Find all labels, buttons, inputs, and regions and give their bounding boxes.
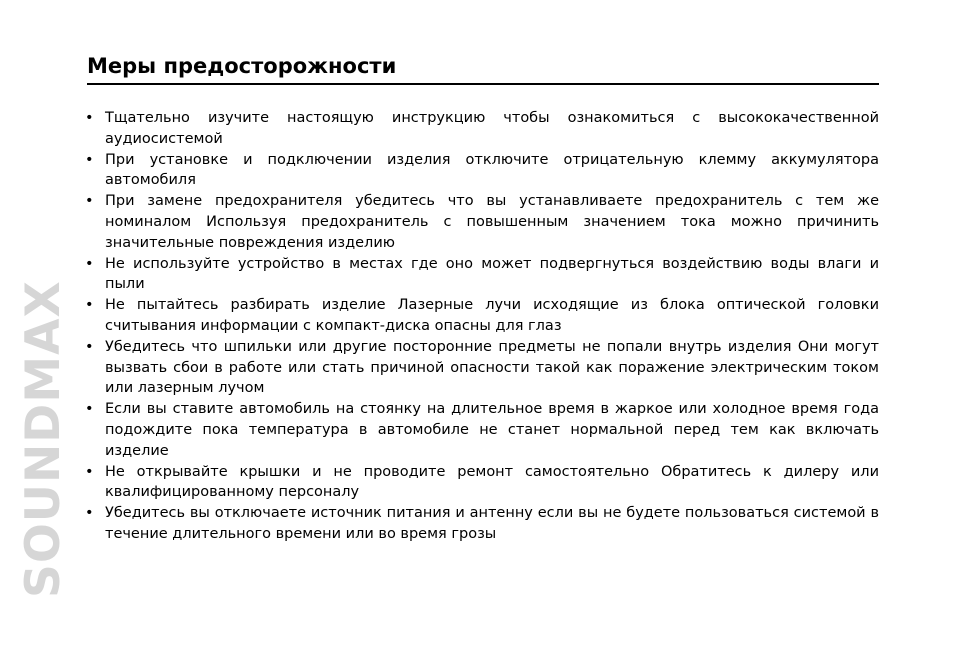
precaution-text: При замене предохранителя убедитесь что вы устанавливаете предохранитель с тем же номиналом Используя предохранитель с повышенным значением тока можно причинить значительные повреждения изделию xyxy=(105,193,879,251)
precaution-text: Не используйте устройство в местах где оно может подвергнуться воздействию воды влаги и пыли xyxy=(105,255,879,293)
precautions-list xyxy=(84,108,879,545)
bullet-icon: • xyxy=(85,151,94,168)
bullet-icon: • xyxy=(85,505,94,522)
list-item xyxy=(84,191,879,253)
list-item xyxy=(84,399,879,461)
precaution-text: Убедитесь вы отключаете источник питания и антенну если вы не будете пользоваться системой в течение длительного времени или во время грозы xyxy=(105,505,879,542)
bullet-icon: • xyxy=(85,193,94,210)
bullet-icon: • xyxy=(85,463,94,480)
list-item xyxy=(84,462,879,504)
brand-logo-watermark: SOUNDMAX xyxy=(16,280,71,598)
list-item xyxy=(84,254,879,296)
precaution-text: Не открывайте крышки и не проводите ремонт самостоятельно Обратитесь к дилеру или квалифицированному персоналу xyxy=(105,463,879,501)
bullet-icon: • xyxy=(85,401,94,418)
title-underline xyxy=(87,83,879,85)
list-item xyxy=(84,503,879,545)
precaution-text: При установке и подключении изделия отключите отрицательную клемму аккумулятора автомобиля xyxy=(105,151,879,189)
precaution-text: Не пытайтесь разбирать изделие Лазерные лучи исходящие из блока оптической головки считывания информации с компакт-диска опасны для глаз xyxy=(105,297,879,334)
bullet-icon: • xyxy=(85,297,94,314)
list-item xyxy=(84,337,879,399)
page-title: Меры предосторожности xyxy=(87,54,397,78)
list-item xyxy=(84,150,879,192)
precaution-text: Убедитесь что шпильки или другие посторонние предметы не попали внутрь изделия Они могут вызвать сбои в работе или стать причиной опасности такой как поражение электрическим током или лазерным лучом xyxy=(105,338,879,397)
bullet-icon: • xyxy=(85,255,94,272)
list-item xyxy=(84,108,879,150)
precaution-text: Тщательно изучите настоящую инструкцию чтобы ознакомиться с высококачественной аудиосистемой xyxy=(105,110,879,147)
list-item xyxy=(84,295,879,337)
bullet-icon: • xyxy=(85,338,94,355)
bullet-icon: • xyxy=(85,110,94,126)
precaution-text: Если вы ставите автомобиль на стоянку на длительное время в жаркое или холодное время года подождите пока температура в автомобиле не станет нормальной перед тем как включать изделие xyxy=(105,401,879,459)
